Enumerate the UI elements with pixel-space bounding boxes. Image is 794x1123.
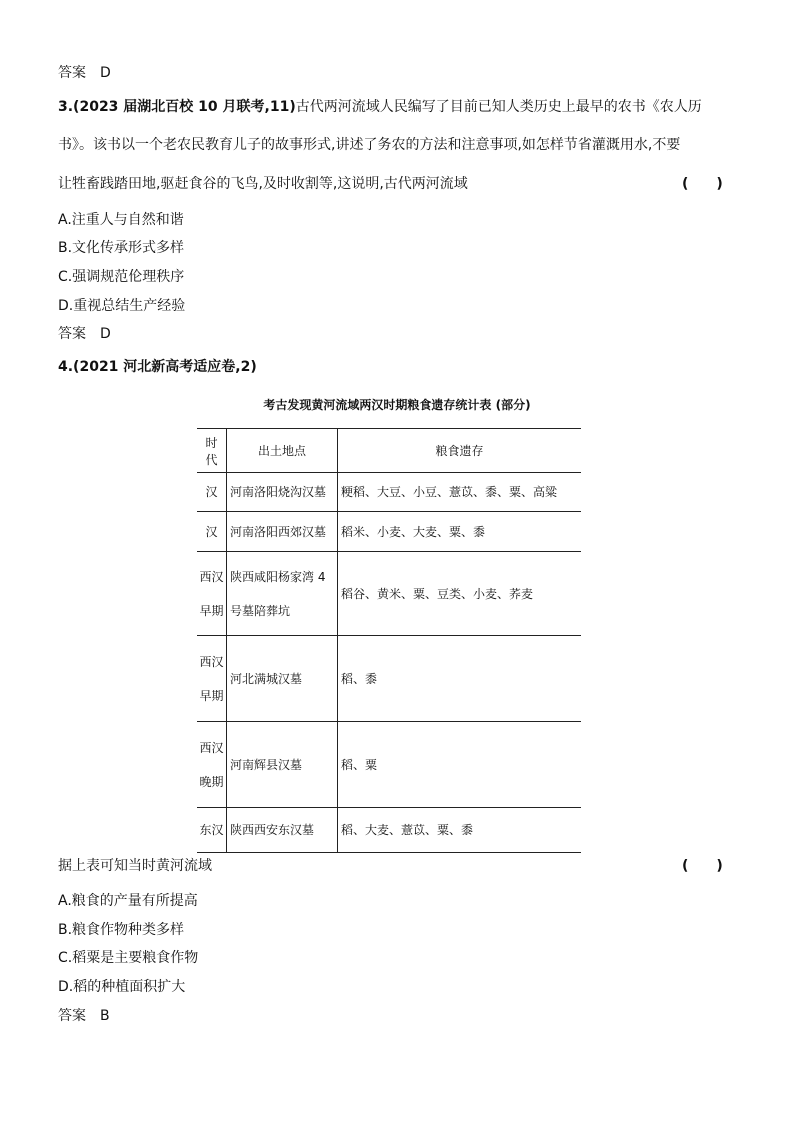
row-grain: 粳稻、大豆、小豆、薏苡、黍、粟、高粱 bbox=[338, 473, 582, 512]
q4-option-a: A.粮食的产量有所提高 bbox=[58, 893, 198, 909]
row-grain: 稻、粟 bbox=[338, 722, 582, 808]
q3-option-c: C.强调规范伦理秩序 bbox=[58, 269, 185, 285]
row-era: 汉 bbox=[197, 473, 227, 512]
q3-option-b: B.文化传承形式多样 bbox=[58, 240, 185, 256]
row-grain: 稻谷、黄米、粟、豆类、小麦、荞麦 bbox=[338, 552, 582, 636]
table-row bbox=[197, 808, 581, 853]
table-row bbox=[197, 552, 581, 636]
q4-source: 4.(2021 河北新高考适应卷,2) bbox=[58, 359, 257, 375]
row-grain: 稻米、小麦、大麦、粟、黍 bbox=[338, 512, 582, 552]
row-grain: 稻、黍 bbox=[338, 636, 582, 722]
q3-answer-blank: ( ) bbox=[682, 176, 723, 192]
table-title: 考古发现黄河流域两汉时期粮食遗存统计表 (部分) bbox=[263, 398, 531, 412]
q3-source: 3.(2023 届湖北百校 10 月联考,11) bbox=[58, 99, 296, 115]
row-site: 陕西咸阳杨家湾 4 号墓陪葬坑 bbox=[227, 552, 338, 636]
grain-remains-table bbox=[197, 428, 581, 853]
row-era: 西汉晚期 bbox=[197, 722, 227, 808]
table-header-row bbox=[197, 429, 581, 473]
q4-stem: 据上表可知当时黄河流域 bbox=[58, 858, 212, 874]
q4-answer-blank: ( ) bbox=[682, 858, 723, 874]
header-era: 时代 bbox=[197, 429, 227, 473]
table-row bbox=[197, 722, 581, 808]
q3-stem-part-3: 让牲畜践踏田地,驱赶食谷的飞鸟,及时收割等,这说明,古代两河流域 bbox=[58, 176, 468, 192]
header-site: 出土地点 bbox=[227, 429, 338, 473]
q3-stem-part-2: 书》。该书以一个老农民教育儿子的故事形式,讲述了务农的方法和注意事项,如怎样节省灌溉用水,不要 bbox=[58, 137, 681, 153]
row-site: 河南辉县汉墓 bbox=[227, 722, 338, 808]
row-era: 西汉早期 bbox=[197, 552, 227, 636]
q3-line-1 bbox=[58, 98, 702, 116]
table-row bbox=[197, 512, 581, 552]
table-row bbox=[197, 473, 581, 512]
q4-option-d: D.稻的种植面积扩大 bbox=[58, 979, 186, 995]
table-row bbox=[197, 636, 581, 722]
row-site: 河南洛阳西郊汉墓 bbox=[227, 512, 338, 552]
q3-option-d: D.重视总结生产经验 bbox=[58, 298, 186, 314]
header-grain: 粮食遗存 bbox=[338, 429, 582, 473]
row-grain: 稻、大麦、薏苡、粟、黍 bbox=[338, 808, 582, 853]
q4-option-c: C.稻粟是主要粮食作物 bbox=[58, 950, 199, 966]
row-site: 陕西西安东汉墓 bbox=[227, 808, 338, 853]
q4-answer: 答案 B bbox=[58, 1008, 110, 1024]
row-era: 汉 bbox=[197, 512, 227, 552]
q2-answer: 答案 D bbox=[58, 65, 111, 81]
q4-option-b: B.粮食作物种类多样 bbox=[58, 922, 185, 938]
row-site: 河北满城汉墓 bbox=[227, 636, 338, 722]
row-site: 河南洛阳烧沟汉墓 bbox=[227, 473, 338, 512]
row-era: 东汉 bbox=[197, 808, 227, 853]
row-era: 西汉早期 bbox=[197, 636, 227, 722]
q3-option-a: A.注重人与自然和谐 bbox=[58, 212, 184, 228]
q3-answer: 答案 D bbox=[58, 326, 111, 342]
q3-stem-part-1: 古代两河流域人民编写了目前已知人类历史上最早的农书《农人历 bbox=[295, 99, 702, 115]
